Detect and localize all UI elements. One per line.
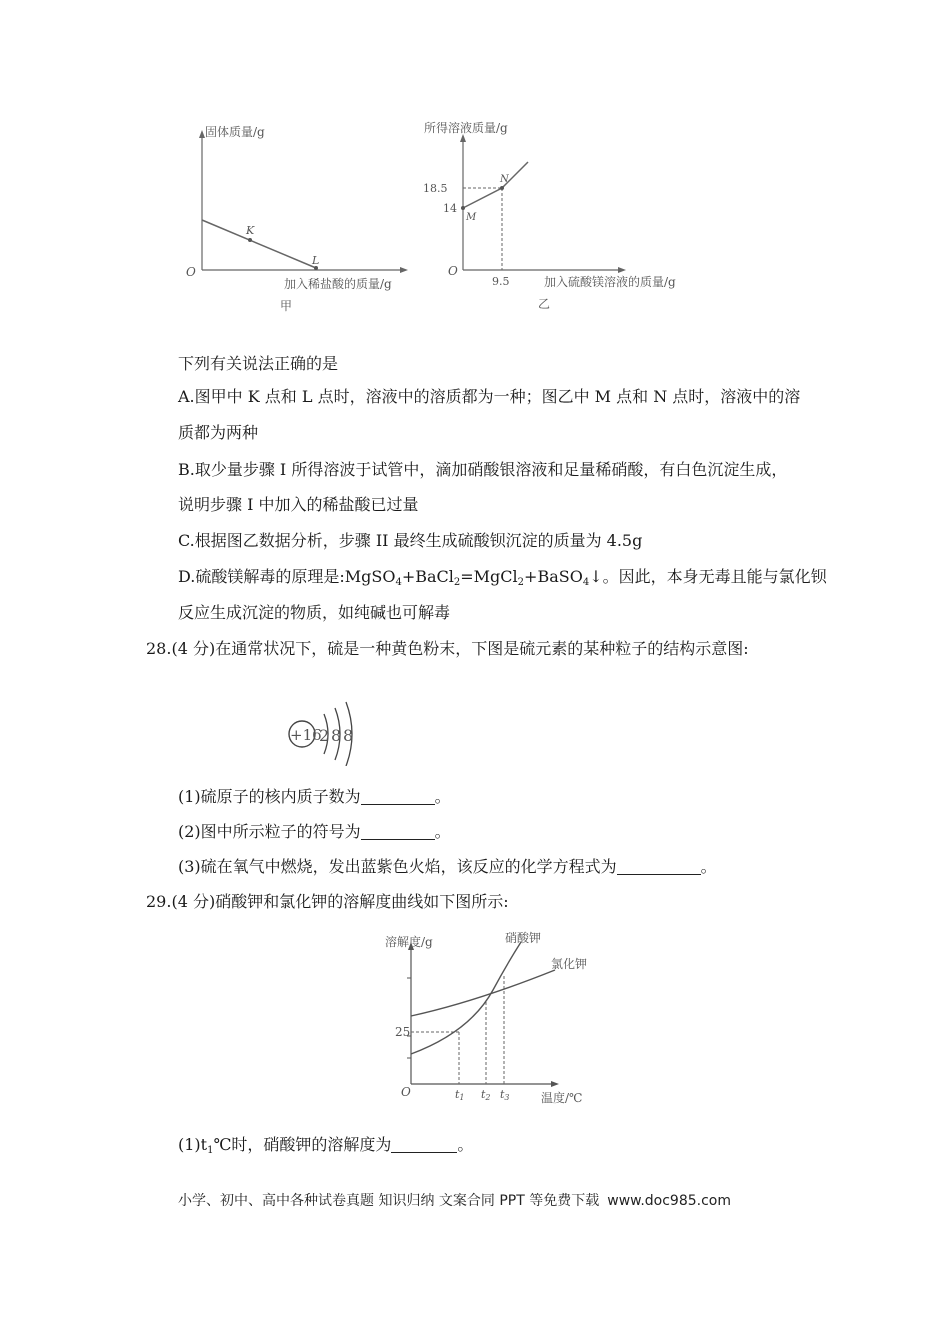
q29-sub1 — [178, 1134, 473, 1156]
jia-origin: O — [186, 265, 196, 279]
q29-sub1-sub: 1 — [207, 1145, 214, 1156]
sol-series-kno3: 硝酸钾 — [505, 931, 542, 945]
sol-series-kcl: 氯化钾 — [551, 957, 588, 971]
jia-point-k — [248, 238, 252, 242]
option-b-line1: B.取少量步骤 I 所得溶波于试管中，滴加硝酸银溶液和足量稀硝酸，有白色沉淀生成， — [178, 460, 788, 479]
q28-sub3-end: 。 — [700, 857, 717, 876]
q28-sub2 — [178, 821, 451, 843]
figure-jia — [180, 118, 430, 318]
shell-1-count: 2 — [319, 726, 330, 745]
q28-sub3 — [178, 856, 717, 878]
sulfur-ion-diagram — [284, 694, 364, 766]
q28-sub2-end: 。 — [434, 822, 451, 841]
page-footer — [178, 1190, 731, 1210]
option-c: C.根据图乙数据分析，步骤 II 最终生成硫酸钡沉淀的质量为 4.5g — [178, 531, 643, 550]
yi-tick-9-5: 9.5 — [492, 275, 510, 288]
option-a-line2: 质都为两种 — [178, 423, 259, 442]
q28-title: 28.(4 分)在通常状况下，硫是一种黄色粉末，下图是硫元素的某种粒子的结构示意图: — [146, 639, 749, 658]
yi-y-label: 所得溶液质量/g — [424, 121, 508, 135]
eq-part-2: +BaCl — [401, 567, 454, 586]
q29-sub1-mid: ℃时，硝酸钾的溶解度为 — [213, 1135, 392, 1154]
yi-point-n — [500, 186, 504, 190]
yi-origin: O — [448, 264, 458, 278]
yi-label-n: N — [500, 174, 509, 185]
eq-sub-2: 2 — [453, 577, 461, 588]
jia-curve — [202, 220, 316, 268]
jia-x-label: 加入稀盐酸的质量/g — [284, 277, 392, 291]
eq-part-3: =MgCl — [460, 567, 518, 586]
solubility-chart — [375, 926, 605, 1106]
footer-text: 小学、初中、高中各种试卷真题 知识归纳 文案合同 PPT 等免费下载 — [178, 1193, 600, 1209]
kcl-curve — [411, 970, 555, 1016]
q28-sub2-text: (2)图中所示粒子的符号为 — [178, 822, 361, 841]
eq-sub-3: 2 — [517, 577, 525, 588]
option-d-line2: 反应生成沉淀的物质，如纯碱也可解毒 — [178, 603, 451, 622]
yi-caption: 乙 — [538, 297, 551, 311]
question-prompt: 下列有关说法正确的是 — [178, 354, 339, 373]
jia-label-l: L — [312, 254, 320, 267]
sol-origin: O — [401, 1085, 411, 1099]
yi-y-arrow — [460, 134, 466, 142]
option-d-prefix: D.硫酸镁解毒的原理是: — [178, 567, 345, 586]
eq-sub-1: 4 — [395, 577, 402, 588]
shell-2-count: 8 — [331, 726, 342, 745]
q28-sub1-end: 。 — [434, 787, 451, 806]
sol-y-label: 溶解度/g — [385, 935, 433, 949]
yi-x-label: 加入硫酸镁溶液的质量/g — [544, 275, 676, 289]
q28-sub3-blank[interactable] — [617, 858, 701, 875]
q28-sub2-blank[interactable] — [361, 823, 435, 840]
yi-x-arrow — [618, 267, 626, 273]
sol-x-arrow — [551, 1081, 559, 1087]
eq-part-1: MgSO — [344, 567, 396, 586]
option-a-line1: A.图甲中 K 点和 L 点时，溶液中的溶质都为一种；图乙中 M 点和 N 点时，溶液中的溶 — [178, 387, 801, 406]
q28-sub1-text: (1)硫原子的核内质子数为 — [178, 787, 361, 806]
sol-y-tick-25: 25 — [395, 1025, 411, 1039]
option-d-suffix: ↓。因此，本身无毒且能与氯化钡 — [589, 567, 827, 586]
figure-yi — [420, 118, 720, 318]
sol-x-label: 温度/℃ — [541, 1091, 583, 1105]
sol-x-tick-t1: t1 — [455, 1088, 465, 1102]
q29-title: 29.(4 分)硝酸钾和氯化钾的溶解度曲线如下图所示: — [146, 892, 509, 911]
q28-sub1-blank[interactable] — [361, 788, 435, 805]
jia-caption: 甲 — [280, 299, 293, 313]
option-b-line2: 说明步骤 I 中加入的稀盐酸已过量 — [178, 495, 419, 514]
yi-label-m: M — [466, 212, 477, 223]
q28-sub3-text: (3)硫在氧气中燃烧，发出蓝紫色火焰，该反应的化学方程式为 — [178, 857, 617, 876]
q28-sub1 — [178, 786, 451, 808]
sol-x-tick-t3: t3 — [500, 1088, 510, 1102]
yi-point-m — [461, 206, 465, 210]
q29-sub1-blank[interactable] — [391, 1136, 457, 1153]
jia-x-arrow — [400, 267, 408, 273]
nucleus-charge: +16 — [290, 726, 322, 744]
yi-tick-18-5: 18.5 — [423, 182, 448, 195]
sol-x-tick-t2: t2 — [481, 1088, 491, 1102]
yi-tick-14: 14 — [443, 202, 457, 215]
q29-sub1-end: 。 — [457, 1135, 474, 1154]
q29-sub1-pre: (1)t — [178, 1135, 208, 1154]
jia-y-label: 固体质量/g — [205, 125, 265, 139]
jia-label-k: K — [246, 224, 255, 237]
option-d-line1 — [178, 566, 827, 588]
eq-part-4: +BaSO — [524, 567, 583, 586]
shell-3-count: 8 — [343, 726, 354, 745]
eq-sub-4: 4 — [582, 577, 590, 588]
footer-url[interactable]: www.doc985.com — [607, 1193, 731, 1209]
yi-curve — [463, 162, 528, 208]
